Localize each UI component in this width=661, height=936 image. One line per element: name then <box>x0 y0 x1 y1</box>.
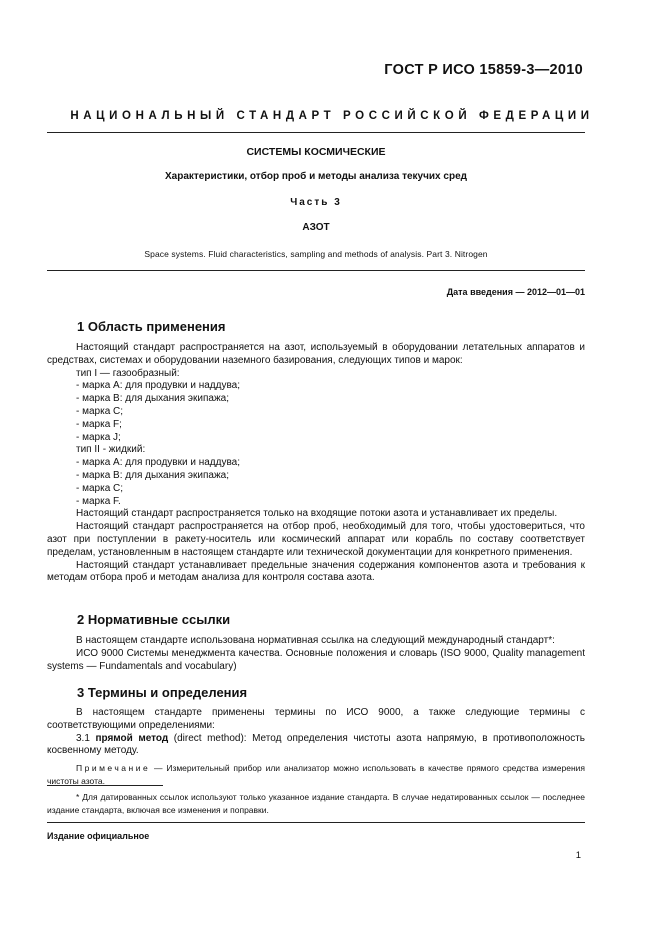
list-item: - марка С; <box>76 405 124 417</box>
national-standard-banner: НАЦИОНАЛЬНЫЙ СТАНДАРТ РОССИЙСКОЙ ФЕДЕРАЦИИ <box>70 110 594 122</box>
section-2-reference: ИСО 9000 Системы менеджмента качества. Основные положения и словарь (ISO 9000, Quality management systems — Fundamentals and vocabulary) <box>47 647 585 672</box>
term-number: 3.1 <box>76 732 90 744</box>
title-rule <box>47 270 585 271</box>
section-1-paragraph: Настоящий стандарт устанавливает предельные значения содержания компонентов азота и требования к методам отбора проб и методам анализа для контроля состава азота. <box>47 559 585 584</box>
list-item: - марка С; <box>76 482 124 494</box>
term-definition <box>47 733 585 759</box>
list-item: - марка F. <box>76 495 121 507</box>
section-2-heading: 2 Нормативные ссылки <box>77 612 231 627</box>
section-3-heading: 3 Термины и определения <box>77 685 248 700</box>
list-item: - марка J; <box>76 431 121 443</box>
list-item: - марка В: для дыхания экипажа; <box>76 393 229 405</box>
section-3-paragraph: В настоящем стандарте применены термины по ИСО 9000, а также следующие термины с соответствующими определениями: <box>47 707 585 731</box>
title-english: Space systems. Fluid characteristics, sampling and methods of analysis. Part 3. Nitrogen <box>144 249 488 259</box>
section-2-body <box>47 635 585 673</box>
section-1-paragraph: Настоящий стандарт распространяется только на входящие потоки азота и устанавливает их пределы. <box>76 508 558 520</box>
page-number: 1 <box>575 850 581 861</box>
footnote <box>47 791 585 816</box>
header-rule <box>47 132 585 133</box>
standard-code: ГОСТ Р ИСО 15859-3—2010 <box>384 62 583 78</box>
date-of-introduction: Дата введения — 2012—01—01 <box>446 287 585 297</box>
term-text: (direct method): Метод определения чистоты азота напрямую, в противоположность косвенному методу. <box>47 732 585 757</box>
title-part: Часть 3 <box>290 197 342 208</box>
section-1-body <box>47 342 585 585</box>
list-item: - марка А: для продувки и наддува; <box>76 457 240 469</box>
list-item: - марка В: для дыхания экипажа; <box>76 469 229 481</box>
type-1-label: тип I — газообразный: <box>76 367 180 379</box>
title-name: АЗОТ <box>302 222 330 233</box>
note-label: Примечание <box>76 763 151 773</box>
list-item: - марка А: для продувки и наддува; <box>76 380 240 392</box>
type-2-label: тип II - жидкий: <box>76 444 146 456</box>
footnote-text: * Для датированных ссылок используют только указанное издание стандарта. В случае недатированных ссылок — последнее издание стандарта, включая все изменения и поправки. <box>47 792 585 815</box>
footer-rule <box>47 822 585 823</box>
section-1-paragraph: Настоящий стандарт распространяется на отбор проб, необходимый для того, чтобы удостовериться, что азот при поступлении в ракету-носитель или космический аппарат или корабль по составу соответствует пределам, установленным в настоящем стандарте или технической документации для конкретного применения. <box>47 521 585 558</box>
term-name: прямой метод <box>95 732 169 744</box>
section-2-paragraph: В настоящем стандарте использована нормативная ссылка на следующий международный стандарт*: <box>76 635 555 646</box>
title-subtitle: Характеристики, отбор проб и методы анализа текучих сред <box>165 171 467 182</box>
section-3-body <box>47 707 585 758</box>
section-1-paragraph: Настоящий стандарт распространяется на азот, используемый в оборудовании летательных аппаратов и средствах, системах и оборудовании наземного базирования, следующих типов и марок: <box>47 342 585 366</box>
note <box>47 762 585 787</box>
edition-label: Издание официальное <box>47 831 150 841</box>
list-item: - марка F; <box>76 418 122 430</box>
section-1-heading: 1 Область применения <box>77 319 226 334</box>
footnote-rule <box>47 785 163 786</box>
note-text: — Измерительный прибор или анализатор можно использовать в качестве прямого средства измерения чистоты азота. <box>47 763 585 786</box>
title-main: СИСТЕМЫ КОСМИЧЕСКИЕ <box>246 146 386 158</box>
